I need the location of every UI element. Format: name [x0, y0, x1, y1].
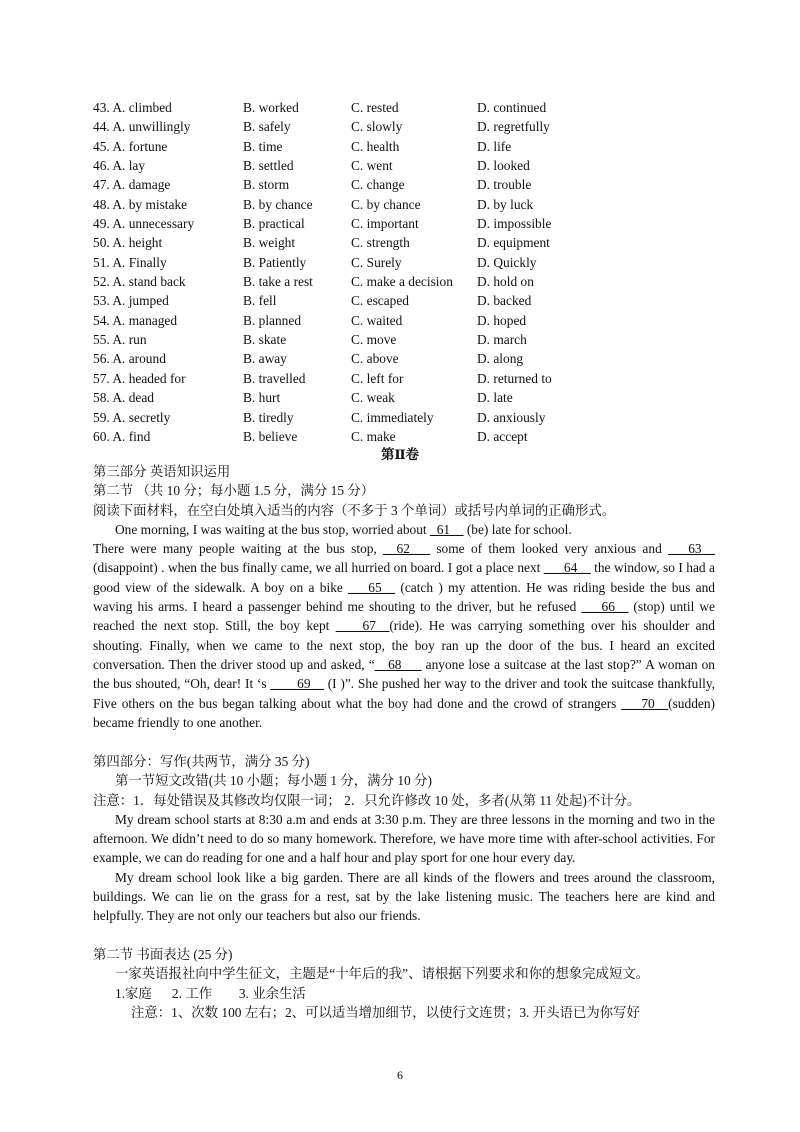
option-d: D. by luck [477, 196, 534, 212]
option-a: 53. A. jumped [93, 293, 169, 309]
option-b: B. travelled [243, 370, 306, 386]
option-c: C. make a decision [351, 274, 453, 290]
writing-items: 1.家庭 2. 工作 3. 业余生活 [115, 985, 306, 1001]
blank-field[interactable]: ___63__ [668, 541, 715, 557]
option-b: B. take a rest [243, 274, 313, 290]
writing-task: 一家英语报社向中学生征文，主题是“十年后的我”、请根据下列要求和你的想象完成短文。 [115, 966, 650, 982]
passage-text: (sudden) became friendly to one another. [93, 695, 715, 730]
option-d: D. accept [477, 428, 528, 444]
option-d: D. impossible [477, 216, 552, 232]
option-a: 48. A. by mistake [93, 196, 188, 212]
volume-title: 第Ⅱ卷 [380, 447, 420, 462]
option-c: C. escaped [351, 293, 410, 309]
blank-field[interactable]: ___66__ [581, 599, 629, 615]
option-c: C. weak [351, 390, 395, 406]
option-b: B. safely [243, 119, 291, 135]
option-a: 47. A. damage [93, 177, 171, 193]
option-d: D. continued [477, 100, 547, 115]
passage-paragraph [93, 520, 715, 539]
blank-field[interactable]: __62___ [383, 541, 431, 557]
option-b: B. hurt [243, 390, 281, 406]
option-c: C. above [351, 351, 399, 367]
option-d: D. late [477, 390, 513, 406]
option-b: B. tiredly [243, 409, 294, 425]
option-d: D. Quickly [477, 254, 537, 270]
passage-text: (I )”. She pushed her way to the driver and took the suitcase thankfully, Five others on the bus began talking about what the boy had done and the crowd of strangers [93, 676, 715, 711]
option-b: B. planned [243, 312, 302, 328]
option-c: C. left for [351, 370, 404, 386]
passage-text: There were many people waiting at the bus stop, [93, 541, 384, 557]
option-c: C. immediately [351, 409, 434, 425]
option-d: D. looked [477, 158, 530, 174]
option-d: D. returned to [477, 370, 552, 386]
part3-section [93, 462, 715, 732]
option-c: C. health [351, 138, 400, 154]
passage-text: anyone lose a suitcase at the last stop?” A woman on the bus shouted, “Oh, dear! It ‘s [93, 656, 716, 692]
writing-heading: 第二节 书面表达 (25 分) [93, 947, 233, 962]
option-a: 51. A. Finally [93, 254, 167, 270]
option-b: B. time [243, 138, 283, 154]
blank-field[interactable]: ___65__ [348, 579, 396, 595]
option-c: C. move [351, 332, 397, 348]
error-correction-note: 注意：1．每处错误及其修改均仅限一词； 2．只允许修改 10 处，多者(从第 11 处起)不计分。 [93, 792, 641, 808]
option-d: D. hoped [477, 312, 527, 328]
option-d: D. equipment [477, 235, 550, 251]
part3-section-heading: 第二节 （共 10 分；每小题 1.5 分，满分 15 分） [93, 483, 375, 499]
blank-field[interactable]: ____69__ [270, 676, 324, 692]
error-correction-para-1: My dream school starts at 8:30 a.m and ends at 3:30 p.m. They are three lessons in the morning and two in the afternoon. We didn’t need to do so many homework. Therefore, we have more time with after-school activities. For example, we can do reading for one and a half hour and play sport for one hour every day. [93, 811, 715, 866]
option-b: B. fell [243, 293, 277, 309]
part3-title: 第三部分 英语知识运用 [93, 464, 231, 479]
blank-field[interactable]: ____67__ [335, 618, 390, 634]
option-d: D. march [477, 332, 527, 348]
option-a: 50. A. height [93, 235, 163, 251]
page-number: 6 [397, 1068, 403, 1082]
passage-paragraph [93, 539, 715, 732]
option-c: C. went [351, 158, 393, 174]
option-c: C. rested [351, 100, 399, 115]
option-a: 59. A. secretly [93, 409, 171, 425]
option-b: B. Patiently [243, 254, 307, 270]
option-c: C. make [351, 428, 396, 444]
error-correction-para-2: My dream school look like a big garden. There are all kinds of the flowers and trees around the classroom, buildings. We can lie on the grass for a rest, sat by the lake listening music. The teachers here are kind and helpfully. They are not only our teachers but also our friends. [93, 869, 715, 924]
option-c: C. waited [351, 312, 403, 328]
part3-instruction: 阅读下面材料，在空白处填入适当的内容（不多于 3 个单词）或括号内单词的正确形式。 [93, 502, 616, 518]
option-c: C. strength [351, 235, 410, 251]
blank-field[interactable]: ___64__ [543, 560, 591, 576]
passage-text: some of them looked very anxious and [430, 541, 669, 557]
option-a: 54. A. managed [93, 312, 178, 328]
option-a: 49. A. unnecessary [93, 216, 195, 232]
option-c: C. by chance [351, 196, 421, 212]
option-d: D. hold on [477, 274, 534, 290]
option-a: 52. A. stand back [93, 274, 186, 290]
option-d: D. along [477, 351, 524, 367]
cloze-passage [93, 520, 715, 732]
option-d: D. regretfully [477, 119, 550, 135]
option-d: D. life [477, 138, 512, 154]
writing-requirements: 注意：1、次数 100 左右；2、可以适当增加细节，以使行文连贯；3. 开头语已为你写好 [131, 1004, 640, 1020]
option-a: 56. A. around [93, 351, 166, 367]
part4-title: 第四部分：写作(共两节，满分 35 分) [93, 754, 310, 769]
option-d: D. backed [477, 293, 532, 309]
writing-section [93, 945, 715, 1022]
part4-section [93, 752, 715, 926]
passage-text: (ride). He was carrying something over his shoulder and shouting. Finally, when we came to the next stop, the boy ran up the door of the bus. I heard an excited conversation. Then the driver stood up and asked, “ [93, 618, 715, 672]
option-a: 60. A. find [93, 428, 151, 444]
option-b: B. believe [243, 428, 298, 444]
option-a: 46. A. lay [93, 158, 146, 174]
option-b: B. weight [243, 235, 296, 251]
option-d: D. trouble [477, 177, 532, 193]
passage-text: (catch ) my attention. He was riding beside the bus and waving his arms. I heard a passenger behind me shouting to the driver, but he refused [93, 579, 715, 615]
option-a: 55. A. run [93, 332, 147, 348]
option-b: B. storm [243, 177, 290, 193]
blank-field[interactable]: __68___ [374, 656, 422, 672]
blank-field[interactable]: _61__ [430, 521, 464, 537]
option-b: B. worked [243, 100, 299, 115]
option-b: B. skate [243, 332, 287, 348]
passage-text: the window, so I had a good view of the sidewalk. A boy on a bike [93, 560, 715, 595]
option-c: C. Surely [351, 254, 402, 270]
option-b: B. away [243, 351, 287, 367]
option-a: 57. A. headed for [93, 370, 186, 386]
option-c: C. important [351, 216, 419, 232]
passage-text: One morning, I was waiting at the bus stop, worried about [115, 521, 430, 537]
option-b: B. settled [243, 158, 294, 174]
option-c: C. slowly [351, 119, 403, 135]
option-b: B. practical [243, 216, 305, 232]
option-b: B. by chance [243, 196, 313, 212]
option-a: 43. A. climbed [93, 100, 172, 115]
option-d: D. anxiously [477, 409, 546, 425]
passage-text: (disappoint) . when the bus finally came, we all hurried on board. I got a place next [93, 560, 544, 576]
option-c: C. change [351, 177, 405, 193]
option-a: 58. A. dead [93, 390, 154, 406]
error-correction-heading: 第一节短文改错(共 10 小题；每小题 1 分，满分 10 分) [115, 773, 432, 789]
option-a: 44. A. unwillingly [93, 119, 191, 135]
blank-field[interactable]: ___70__ [621, 695, 669, 711]
passage-text: (be) late for school. [463, 521, 572, 537]
option-a: 45. A. fortune [93, 138, 168, 154]
passage-text: (stop) until we reached the next stop. Still, the boy kept [93, 599, 716, 634]
